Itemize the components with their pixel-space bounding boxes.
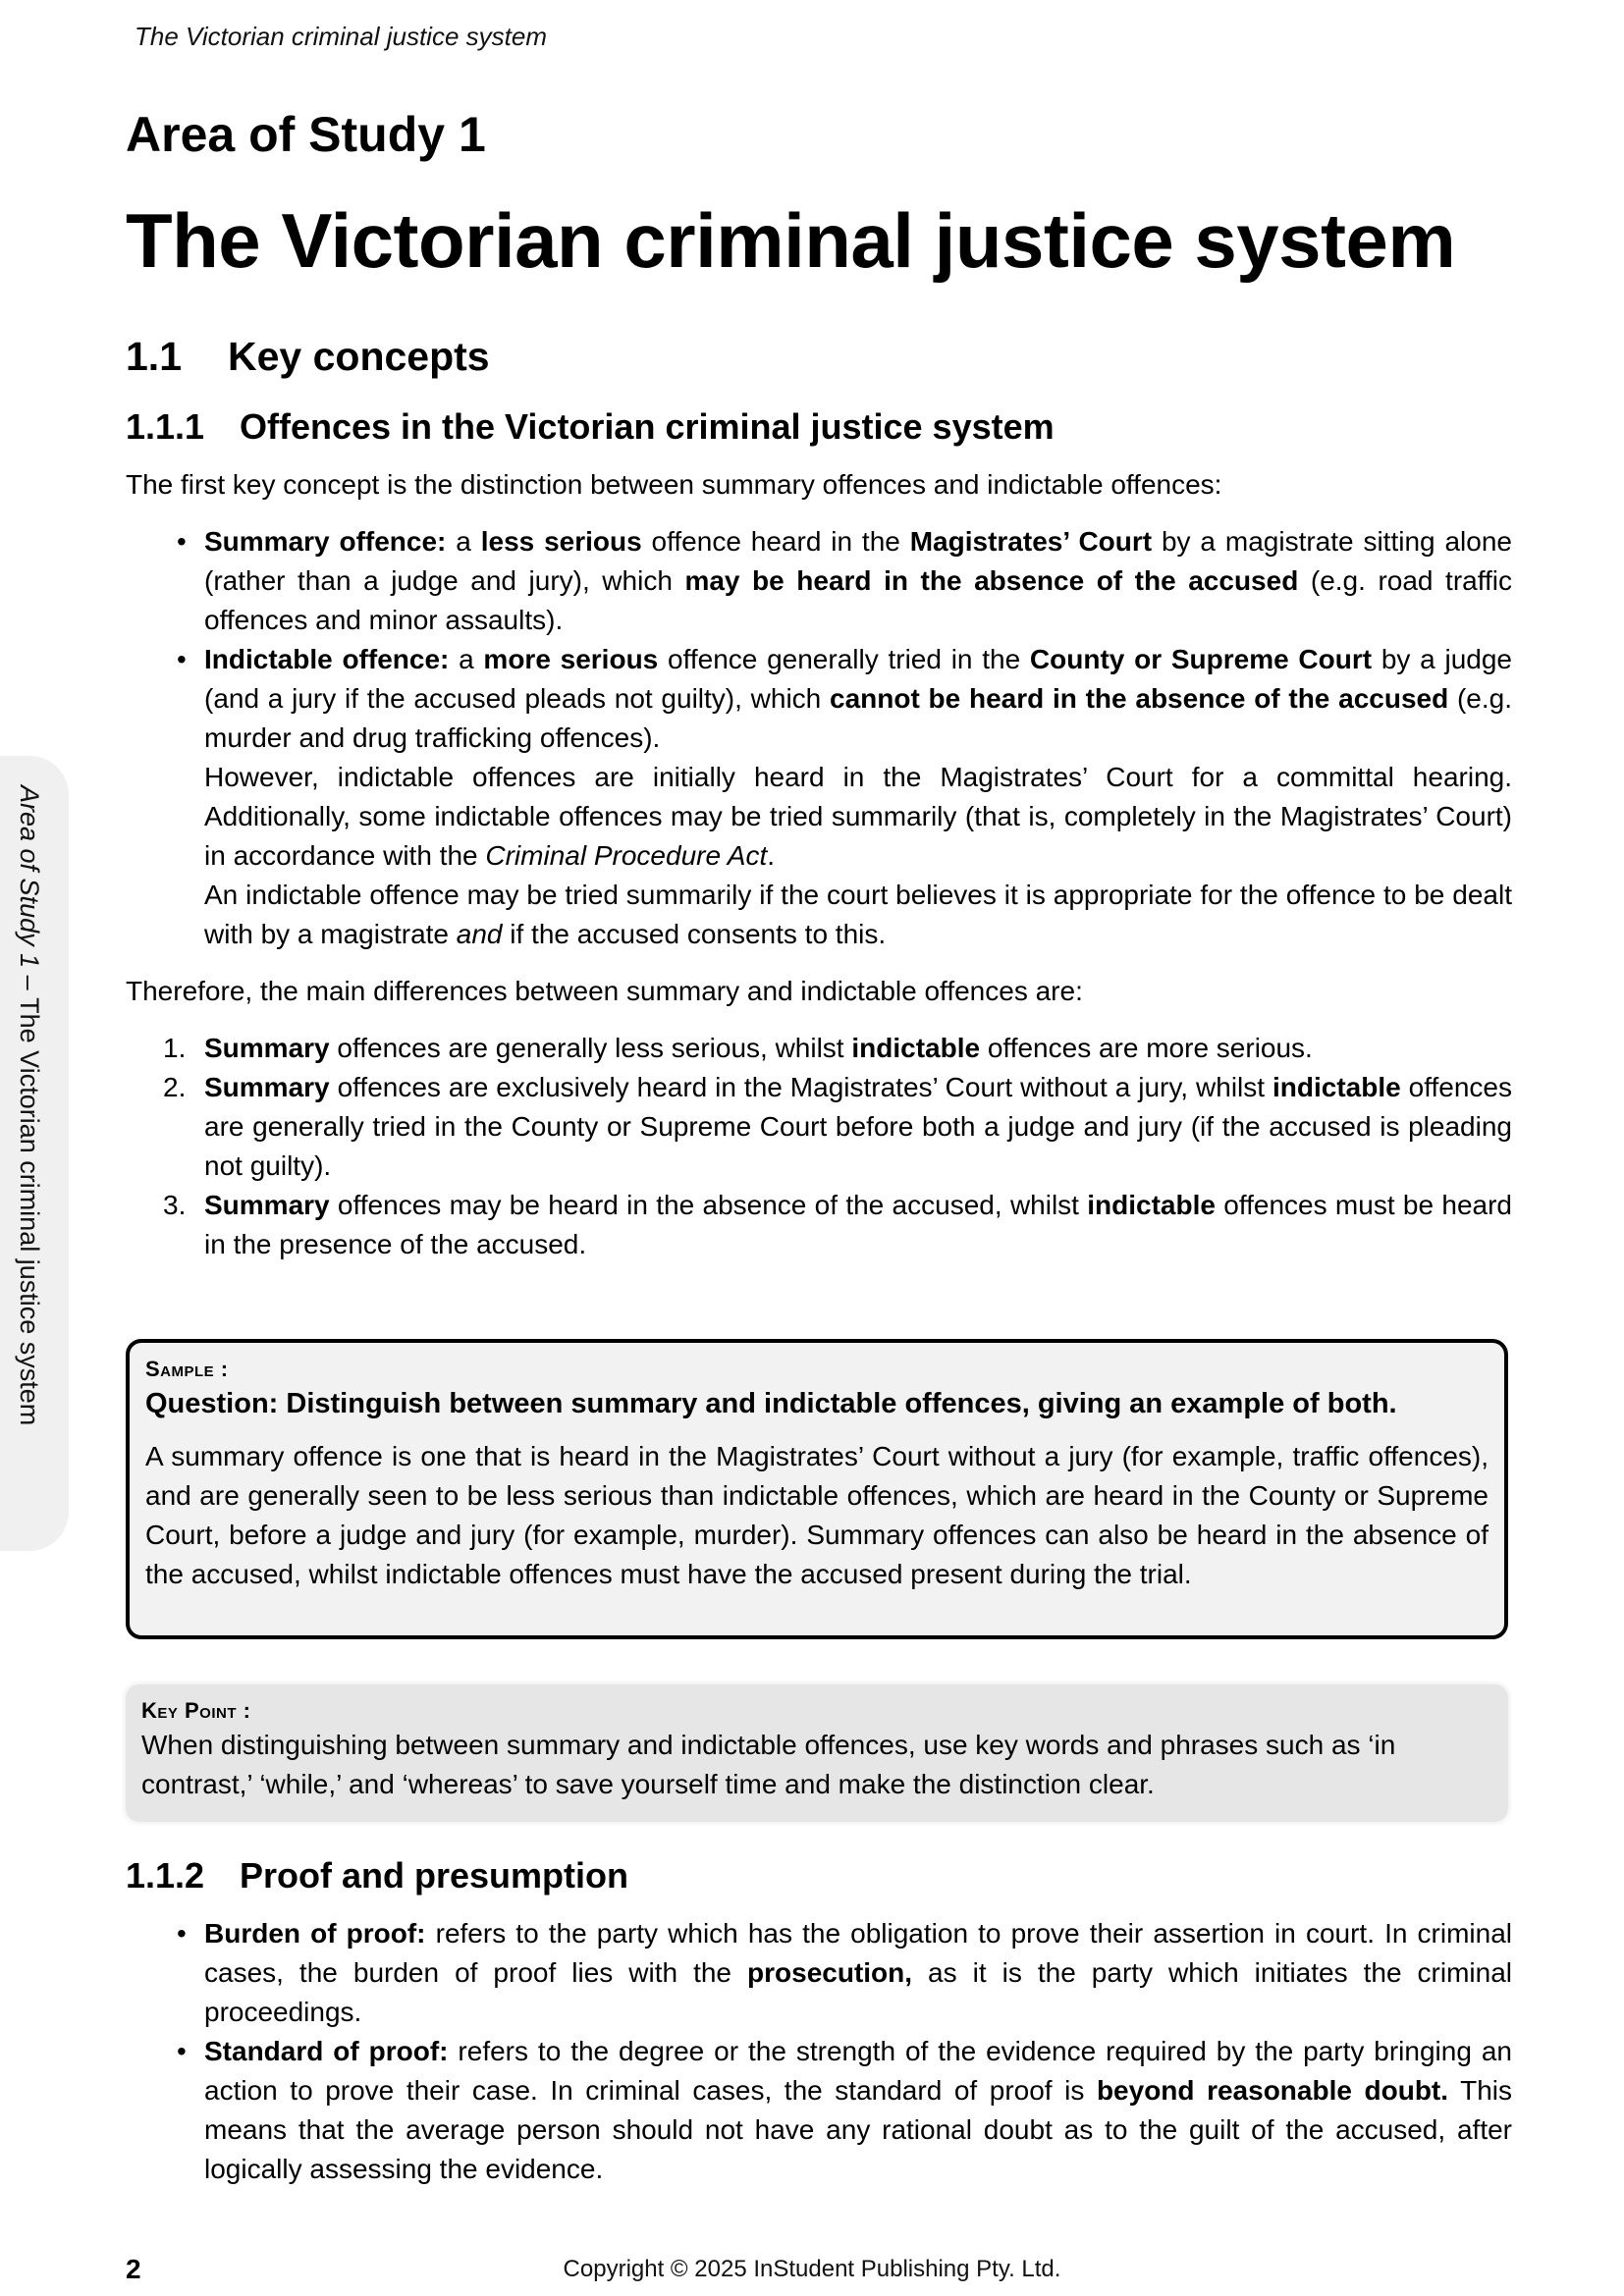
text: offences may be heard in the absence of the accused, whilst [329, 1190, 1088, 1220]
side-tab-area: Area of Study 1 [15, 785, 44, 969]
text: a [449, 644, 484, 674]
side-tab-label [14, 785, 44, 1425]
bullet-icon: • [177, 1918, 187, 1949]
key-point-label: Key Point : [141, 1698, 251, 1723]
text: as it is the party which initiates the criminal proceedings. [204, 1957, 1512, 2027]
section-title: Key concepts [228, 334, 490, 379]
emphasis: cannot be heard in the absence of the accused [830, 683, 1449, 714]
act-title: Criminal Procedure Act [485, 840, 768, 871]
section-title: Offences in the Victorian criminal justice system [240, 406, 1055, 447]
sample-box [126, 1339, 1508, 1639]
sample-question: Question: Distinguish between summary and indictable offences, giving an example of both. [145, 1388, 1397, 1419]
emphasis: more serious [483, 644, 659, 674]
bullet-icon: • [177, 526, 187, 557]
differences-intro: Therefore, the main differences between summary and indictable offences are: [126, 976, 1083, 1006]
text: offence heard in the [641, 526, 910, 557]
text: by a judge (and a jury if the accused pleads not guilty), which [204, 644, 1512, 714]
text: if the accused consents to this. [502, 919, 887, 949]
text: a [446, 526, 481, 557]
text: offences are generally less serious, whilst [329, 1033, 852, 1063]
emphasis: indictable [1272, 1072, 1401, 1102]
side-tab-title: The Victorian criminal justice system [15, 997, 44, 1426]
emphasis: prosecution, [747, 1957, 913, 1988]
text: offences are exclusively heard in the Magistrates’ Court without a jury, whilst [329, 1072, 1272, 1102]
proof-list [126, 1914, 1512, 2189]
sample-label: Sample : [145, 1357, 229, 1381]
text: (e.g. road traffic offences and minor assaults). [204, 565, 1512, 635]
section-heading-1-1 [126, 334, 490, 380]
section-number: 1.1.1 [126, 406, 205, 447]
emphasis: and [456, 919, 503, 949]
list-item [126, 1068, 1512, 1186]
section-title: Proof and presumption [240, 1855, 628, 1896]
emphasis: indictable [1087, 1190, 1216, 1220]
list-number: 2. [163, 1072, 187, 1102]
bullet-icon: • [177, 2036, 187, 2066]
area-title: Area of Study 1 [126, 107, 486, 162]
emphasis: Summary [204, 1190, 330, 1220]
offence-definitions-list [126, 522, 1512, 954]
sample-answer: A summary offence is one that is heard in the Magistrates’ Court without a jury (for example, traffic offences), and are generally seen to be less serious than indictable offences, which are heard in the County or Supreme Court, before a judge and jury (for example, murder). Summary offences can also be heard in the absence of the accused, whilst indictable offences must have the accused present during the trial. [145, 1441, 1489, 1589]
text: offences must be heard in the presence of the accused. [204, 1190, 1512, 1259]
term: Standard of proof: [204, 2036, 449, 2066]
text: refers to the party which has the obligation to prove their assertion in court. In criminal cases, the burden of proof lies with the [204, 1918, 1513, 1988]
list-item-burden-of-proof [126, 1914, 1512, 2032]
section-number: 1.1 [126, 334, 182, 379]
text: by a magistrate sitting alone (rather than a judge and jury), which [204, 526, 1512, 596]
text: . [767, 840, 776, 871]
list-item-standard-of-proof [126, 2032, 1512, 2189]
emphasis: Magistrates’ Court [909, 526, 1153, 557]
section-heading-1-1-2 [126, 1855, 628, 1896]
page-number: 2 [126, 2254, 141, 2284]
list-number: 1. [163, 1033, 187, 1063]
section-heading-1-1-1 [126, 406, 1055, 448]
text: offences are more serious. [980, 1033, 1313, 1063]
section-number: 1.1.2 [126, 1855, 205, 1896]
emphasis: Summary [204, 1033, 330, 1063]
list-item-summary-offence [126, 522, 1512, 640]
running-header: The Victorian criminal justice system [135, 22, 547, 51]
list-item [126, 1029, 1512, 1068]
text: offences are generally tried in the County or Supreme Court before both a judge and jury (if the accused is pleading not guilty). [204, 1072, 1512, 1181]
key-point-box [126, 1684, 1508, 1822]
continuation-paragraph [204, 758, 1512, 876]
text: However, indictable offences are initially heard in the Magistrates’ Court for a committal hearing. Additionally, some indictable offences may be tried summarily (that is, completely in the Magistrates’ Court) in accordance with the [204, 762, 1512, 871]
continuation-paragraph [204, 876, 1512, 954]
side-tab-separator: – [15, 968, 44, 998]
key-point-text: When distinguishing between summary and indictable offences, use key words and phrases such as ‘in contrast,’ ‘while,’ and ‘whereas’ to save yourself time and make the distinction clear. [141, 1730, 1396, 1799]
text: An indictable offence may be tried summarily if the court believes it is appropriate for the offence to be dealt with by a magistrate [204, 880, 1512, 949]
term: Indictable offence: [204, 644, 450, 674]
text: refers to the degree or the strength of the evidence required by the party bringing an action to prove their case. In criminal cases, the standard of proof is [204, 2036, 1512, 2106]
text: (e.g. murder and drug trafficking offences). [204, 683, 1512, 753]
list-item-indictable-offence [126, 640, 1512, 954]
emphasis: Summary [204, 1072, 330, 1102]
text: offence generally tried in the [658, 644, 1030, 674]
list-item [126, 1186, 1512, 1264]
emphasis: County or Supreme Court [1029, 644, 1373, 674]
term: Summary offence: [204, 526, 447, 557]
intro-paragraph: The first key concept is the distinction between summary offences and indictable offences: [126, 469, 1222, 500]
list-number: 3. [163, 1190, 187, 1220]
term: Burden of proof: [204, 1918, 426, 1949]
page-title: The Victorian criminal justice system [126, 197, 1456, 284]
differences-list [126, 1029, 1512, 1264]
emphasis: beyond reasonable doubt. [1096, 2075, 1449, 2106]
emphasis: may be heard in the absence of the accused [684, 565, 1299, 596]
emphasis: indictable [851, 1033, 981, 1063]
bullet-icon: • [177, 644, 187, 674]
text: This means that the average person should not have any rational doubt as to the guilt of the accused, after logically assessing the evidence. [204, 2075, 1512, 2184]
emphasis: less serious [480, 526, 642, 557]
copyright-notice: Copyright © 2025 InStudent Publishing Pty. Ltd. [563, 2256, 1061, 2282]
